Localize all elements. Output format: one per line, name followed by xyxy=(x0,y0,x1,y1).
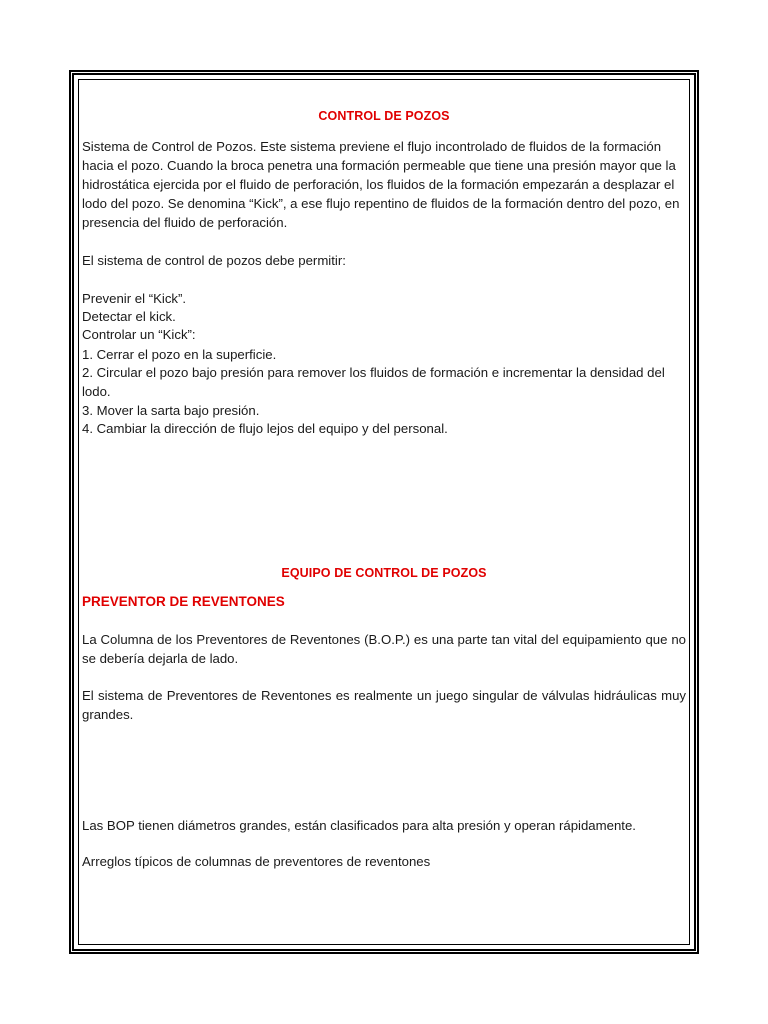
list-item-step-1: 1. Cerrar el pozo en la superficie. xyxy=(82,347,277,362)
requirements-intro: El sistema de control de pozos debe permitir: xyxy=(82,253,346,268)
list-item-step-4: 4. Cambiar la dirección de flujo lejos del equipo y del personal. xyxy=(82,421,448,436)
list-item-step-3: 3. Mover la sarta bajo presión. xyxy=(82,403,260,418)
bop-paragraph-1: La Columna de los Preventores de Reventones (B.O.P.) es una parte tan vital del equipamiento que no se debería dejarla de lado. xyxy=(82,632,686,666)
list-item-control: Controlar un “Kick”: xyxy=(82,327,196,342)
bop-paragraph-3: Las BOP tienen diámetros grandes, están clasificados para alta presión y operan rápidamente. xyxy=(82,818,636,833)
bop-paragraph-2: El sistema de Preventores de Reventones es realmente un juego singular de válvulas hidráulicas muy grandes. xyxy=(82,688,686,722)
title-control-de-pozos: CONTROL DE POZOS xyxy=(318,109,450,123)
bop-paragraph-4: Arreglos típicos de columnas de preventores de reventones xyxy=(82,854,431,869)
intro-paragraph: Sistema de Control de Pozos. Este sistema previene el flujo incontrolado de fluidos de la formación hacia el pozo. Cuando la broca penetra una formación permeable que tiene una presión mayor que la hidrostática ejercida por el fluido de perforación, los fluidos de la formación empezarán a desplazar el lodo del pozo. Se denomina “Kick”, a ese flujo repentino de fluidos de la formación dentro del pozo, en presencia del fluido de perforación. xyxy=(82,139,680,230)
subsection-title-preventor: PREVENTOR DE REVENTONES xyxy=(82,594,285,609)
list-item-step-2: 2. Circular el pozo bajo presión para remover los fluidos de formación e incrementar la densidad del lodo. xyxy=(82,365,665,399)
section-title-equipo: EQUIPO DE CONTROL DE POZOS xyxy=(281,566,487,580)
list-item-detect: Detectar el kick. xyxy=(82,309,176,324)
list-item-prevent: Prevenir el “Kick”. xyxy=(82,291,187,306)
